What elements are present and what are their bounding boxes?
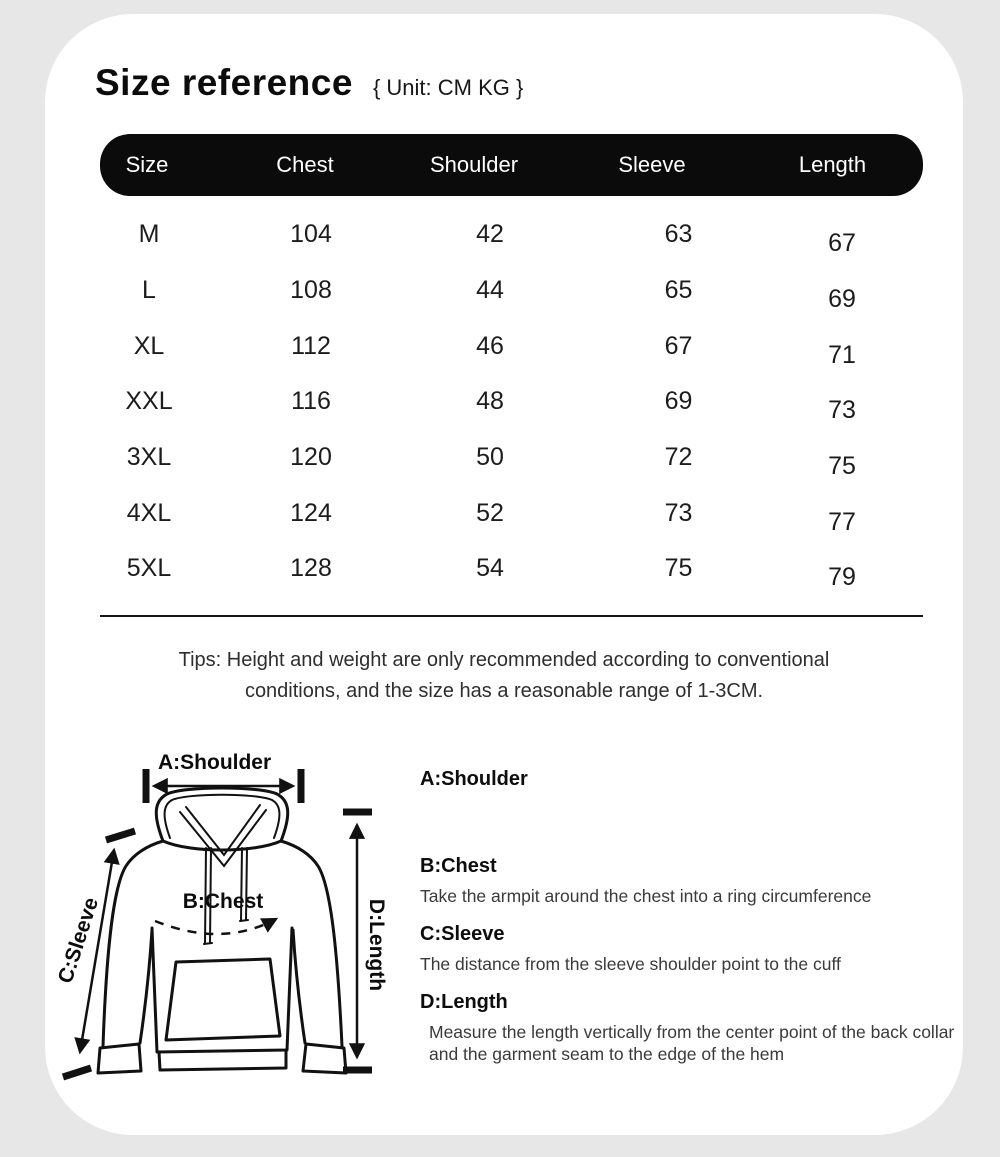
cell-size: 4XL bbox=[126, 498, 172, 527]
hoodie-measurement-diagram bbox=[48, 745, 412, 1097]
header-cell-sleeve: Sleeve bbox=[618, 152, 686, 177]
cell-length: 79 bbox=[828, 563, 856, 592]
table-row bbox=[100, 485, 923, 541]
table-row bbox=[100, 318, 923, 374]
header-cell-length: Length bbox=[798, 152, 867, 177]
guide-description: Measure the length vertically from the center point of the back collar and the garment seam to the edge of the hem bbox=[429, 1022, 955, 1064]
header-cell-shoulder: Shoulder bbox=[429, 152, 519, 177]
cell-sleeve: 75 bbox=[664, 554, 693, 583]
cell-chest: 124 bbox=[290, 498, 332, 527]
header-cell-chest: Chest bbox=[276, 152, 334, 177]
cell-sleeve: 63 bbox=[664, 220, 693, 249]
cell-shoulder: 48 bbox=[476, 387, 504, 416]
diagram-shoulder-label: A:Shoulder bbox=[158, 751, 272, 774]
cell-sleeve: 73 bbox=[664, 498, 693, 527]
cell-chest: 120 bbox=[290, 443, 332, 472]
table-row bbox=[100, 541, 923, 597]
cell-shoulder: 44 bbox=[476, 276, 504, 305]
cell-shoulder: 42 bbox=[476, 220, 504, 249]
unit-note: { Unit: CM KG } bbox=[372, 75, 524, 100]
cell-length: 75 bbox=[828, 452, 856, 481]
table-row bbox=[100, 207, 923, 263]
cell-sleeve: 72 bbox=[664, 443, 693, 472]
cell-length: 73 bbox=[828, 396, 856, 425]
table-bottom-rule bbox=[100, 615, 923, 617]
guide-description: Take the armpit around the chest into a ring circumference bbox=[420, 886, 872, 906]
guide-item-chest bbox=[420, 855, 968, 907]
cell-size: XXL bbox=[125, 387, 173, 416]
size-table-header bbox=[100, 134, 923, 196]
tips-line-2: conditions, and the size has a reasonable range of 1-3CM. bbox=[244, 680, 764, 702]
cell-length: 69 bbox=[828, 285, 856, 314]
guide-heading: A:Shoulder bbox=[420, 768, 528, 790]
guide-item-length bbox=[420, 991, 968, 1065]
cell-chest: 104 bbox=[290, 220, 332, 249]
table-row bbox=[100, 263, 923, 319]
hood bbox=[156, 788, 287, 850]
guide-heading: C:Sleeve bbox=[420, 923, 505, 945]
page-title: Size reference bbox=[95, 62, 353, 103]
guide-item-sleeve bbox=[420, 923, 968, 975]
tips-line-1: Tips: Height and weight are only recommended according to conventional bbox=[178, 649, 830, 671]
pocket bbox=[166, 959, 280, 1040]
cell-size: M bbox=[138, 220, 160, 249]
tips-text bbox=[45, 645, 963, 707]
cell-shoulder: 50 bbox=[476, 443, 504, 472]
cell-size: 5XL bbox=[126, 554, 172, 583]
title-row bbox=[95, 62, 523, 104]
guide-description: The distance from the sleeve shoulder point to the cuff bbox=[420, 954, 841, 974]
cell-shoulder: 52 bbox=[476, 498, 504, 527]
cell-length: 71 bbox=[828, 340, 856, 369]
cell-chest: 108 bbox=[290, 276, 332, 305]
cell-size: L bbox=[142, 276, 156, 305]
guide-heading: D:Length bbox=[420, 991, 508, 1013]
cell-shoulder: 54 bbox=[476, 554, 504, 583]
cell-sleeve: 65 bbox=[664, 276, 693, 305]
diagram-length-label: D:Length bbox=[365, 898, 388, 992]
cell-size: 3XL bbox=[126, 443, 172, 472]
cell-size: XL bbox=[133, 331, 165, 360]
hoodie-outline bbox=[98, 788, 346, 1073]
header-cell-size: Size bbox=[125, 152, 169, 177]
cell-length: 67 bbox=[828, 229, 856, 258]
guide-heading: B:Chest bbox=[420, 855, 497, 877]
cell-sleeve: 67 bbox=[664, 331, 693, 360]
cell-chest: 112 bbox=[291, 331, 331, 360]
cell-chest: 128 bbox=[290, 554, 332, 583]
table-row bbox=[100, 374, 923, 430]
diagram-sleeve-label: C:Sleeve bbox=[53, 894, 104, 987]
diagram-chest-label: B:Chest bbox=[182, 890, 264, 913]
cell-shoulder: 46 bbox=[476, 331, 504, 360]
guide-item-shoulder bbox=[420, 768, 968, 791]
size-table-body bbox=[100, 207, 923, 597]
chest-measure-arrow bbox=[155, 919, 276, 934]
cell-sleeve: 69 bbox=[664, 387, 693, 416]
cell-chest: 116 bbox=[291, 387, 331, 416]
cell-length: 77 bbox=[828, 507, 856, 536]
table-row bbox=[100, 430, 923, 486]
